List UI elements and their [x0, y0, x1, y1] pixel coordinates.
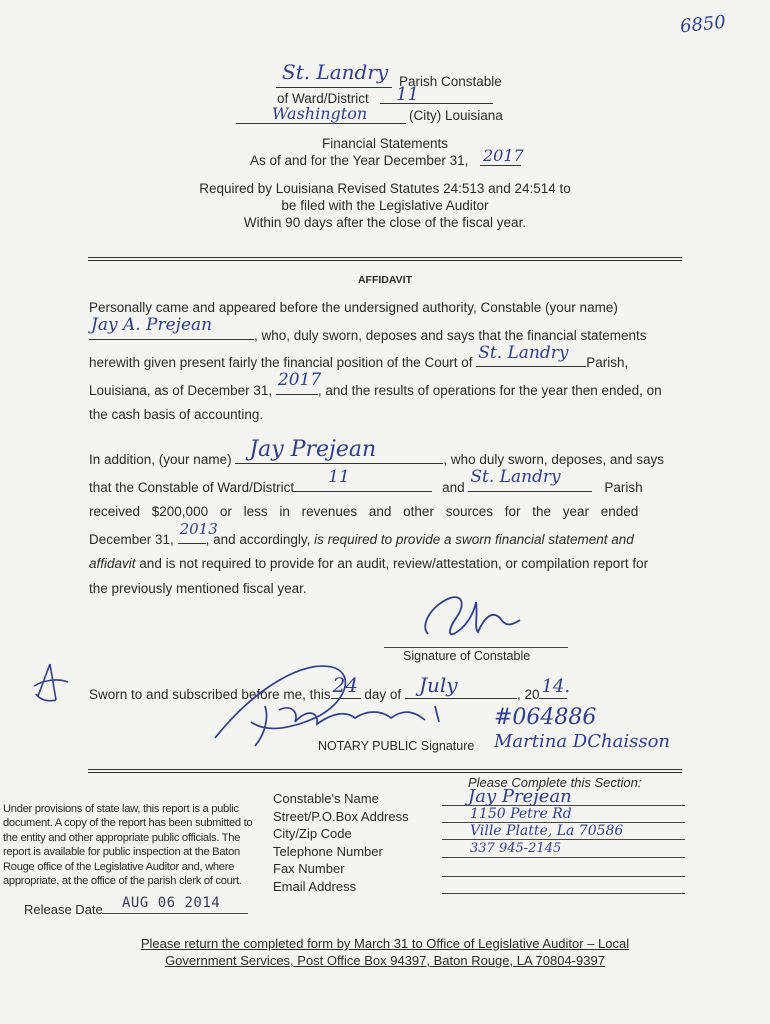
- p2-ward-field: [294, 467, 432, 492]
- sworn-month-value: July: [418, 673, 458, 697]
- constable-name-field: [89, 315, 254, 340]
- sworn-text-3: , 20: [516, 687, 540, 702]
- city-zip-label: City/Zip Code: [273, 826, 352, 841]
- note-line-6: appropriate, at the office of the parish clerk of court.: [3, 875, 242, 888]
- sworn-year-field: [539, 676, 571, 699]
- sworn-text-2: day of: [364, 687, 402, 702]
- p1-text-5: Louisiana, as of December 31,: [89, 382, 273, 398]
- statements-title: Financial Statements: [321, 136, 449, 151]
- signature-label: Signature of Constable: [403, 649, 531, 663]
- constable-signature: [400, 588, 570, 650]
- court-parish-value: St. Landry: [478, 342, 569, 363]
- city-field: [236, 106, 406, 124]
- sworn-text-1: Sworn to and subscribed before me, this: [89, 687, 331, 702]
- street-address-entry: 1150 Petre Rd: [470, 806, 572, 822]
- addition-name-field: [235, 436, 443, 464]
- p2-line-4: [89, 520, 683, 553]
- sworn-day-value: 24: [332, 673, 359, 697]
- release-date-label: Release Date: [24, 902, 103, 917]
- requirement-line-2: be filed with the Legislative Auditor: [281, 198, 489, 213]
- street-address-label: Street/P.O.Box Address: [273, 808, 409, 824]
- p1-text-4: Parish,: [586, 355, 629, 370]
- public-document-note: [3, 802, 271, 888]
- note-line-5: Rouge office of the Legislative Auditor and, where: [3, 860, 235, 873]
- note-line-3: the entity and other appropriate public officials. The: [3, 831, 241, 844]
- field-labels: [273, 790, 409, 895]
- affidavit-heading: AFFIDAVIT: [357, 274, 413, 286]
- footer-instructions: [0, 935, 770, 969]
- ward-value: 11: [396, 84, 419, 105]
- ward-label: of Ward/District: [277, 91, 369, 106]
- email-line: [442, 893, 685, 894]
- constable-name-label: Constable's Name: [273, 791, 379, 806]
- check-mark-icon: [30, 660, 72, 708]
- ward-field: [380, 86, 493, 104]
- p2-year-value: 2013: [179, 520, 218, 538]
- p2-text-10: affidavit: [89, 556, 136, 571]
- section-heading: Please Complete this Section:: [468, 775, 642, 790]
- requirement-line-1: Required by Louisiana Revised Statutes 24:513 and 24:514 to: [199, 181, 571, 196]
- notary-label: NOTARY PUBLIC Signature: [318, 739, 475, 753]
- notary-name: Martina DChaisson: [494, 731, 670, 752]
- telephone-line: [442, 857, 685, 858]
- p2-year-field: [178, 520, 218, 544]
- city-value: Washington: [272, 104, 368, 123]
- affidavit-paragraph-2: [89, 436, 683, 601]
- p1-text-2: , who, duly sworn, deposes and says that the financial statements: [254, 327, 647, 343]
- p2-line-2: [89, 467, 683, 501]
- parish-field: [276, 60, 392, 88]
- p2-text-2: , who duly sworn, deposes, and says: [443, 452, 664, 467]
- p1-line-2: [89, 315, 683, 349]
- p1-text-7: the cash basis of accounting.: [89, 407, 264, 422]
- header-divider: [88, 257, 682, 261]
- p2-text-7: December 31,: [89, 531, 174, 547]
- city-zip-line: [442, 839, 685, 840]
- p1-line-4: [89, 370, 683, 404]
- p1-text-1: Personally came and appeared before the undersigned authority, Constable (your name): [89, 300, 618, 315]
- release-date-line: [102, 913, 248, 914]
- affidavit-paragraph-1: [89, 296, 683, 428]
- p2-text-6: received $200,000 or less in revenues and other sources for the year ended: [89, 504, 639, 519]
- fax-line: [442, 876, 685, 877]
- constable-name-value: Jay A. Prejean: [91, 315, 213, 335]
- p2-line-1: [89, 436, 683, 473]
- note-line-4: report is available for public inspection at the Baton: [3, 846, 240, 859]
- note-line-2: document. A copy of the report has been submitted to: [3, 817, 253, 830]
- telephone-label: Telephone Number: [273, 843, 383, 859]
- parish-label: Parish Constable: [399, 74, 502, 89]
- sworn-year-value: 14.: [541, 676, 571, 697]
- parish-value: St. Landry: [282, 60, 389, 84]
- p2-text-3: that the Constable of Ward/District: [89, 479, 295, 495]
- period-label: As of and for the Year December 31,: [250, 153, 469, 168]
- p2-line-6: [89, 577, 683, 602]
- city-zip-entry: Ville Platte, La 70586: [470, 823, 624, 839]
- p1-year-value: 2017: [277, 370, 322, 390]
- period-year: 2017: [483, 146, 524, 165]
- p1-year-field: [276, 370, 322, 395]
- footer-line-2: Government Services, Post Office Box 94397, Baton Rouge, LA 70804-9397: [165, 953, 605, 968]
- p2-line-5: [89, 552, 683, 577]
- release-date-stamp: AUG 06 2014: [122, 895, 221, 911]
- email-label: Email Address: [273, 878, 357, 894]
- telephone-entry: 337 945-2145: [470, 841, 562, 856]
- requirement-line-3: Within 90 days after the close of the fiscal year.: [243, 215, 527, 230]
- note-line-1: Under provisions of state law, this report is a public: [3, 803, 239, 815]
- period-year-field: [480, 146, 524, 166]
- p1-line-5: [89, 403, 683, 428]
- p1-line-3: [89, 342, 683, 376]
- p2-text-4: and: [442, 479, 465, 495]
- p1-text-6: , and the results of operations for the year then ended, on: [317, 382, 662, 398]
- p2-text-12: the previously mentioned fiscal year.: [89, 580, 307, 596]
- corner-note: 6850: [679, 11, 727, 38]
- p1-text-3: herewith given present fairly the financial position of the Court of: [89, 355, 473, 370]
- notary-number: #064886: [494, 705, 597, 730]
- p2-parish-value: St. Landry: [470, 467, 561, 487]
- footer-line-1: Please return the completed form by March 31 to Office of Legislative Auditor – Local: [140, 936, 630, 951]
- section-divider: [88, 769, 682, 773]
- p2-text-8: , and accordingly,: [205, 531, 311, 547]
- p2-text-9: is required to provide a sworn financial statement and: [314, 531, 634, 547]
- addition-name-value: Jay Prejean: [249, 436, 377, 462]
- p2-text-1: In addition, (your name): [89, 452, 232, 467]
- p2-text-5: Parish: [604, 479, 643, 495]
- city-label: (City) Louisiana: [409, 108, 503, 123]
- p2-ward-value: 11: [328, 467, 350, 487]
- p2-text-11: and is not required to provide for an audit, review/attestation, or compilation report for: [139, 556, 649, 571]
- constable-name-entry: Jay Prejean: [468, 786, 572, 807]
- p2-parish-field: [468, 467, 592, 492]
- p2-line-3: [89, 500, 683, 525]
- court-parish-field: [476, 342, 586, 367]
- fax-label: Fax Number: [273, 861, 345, 876]
